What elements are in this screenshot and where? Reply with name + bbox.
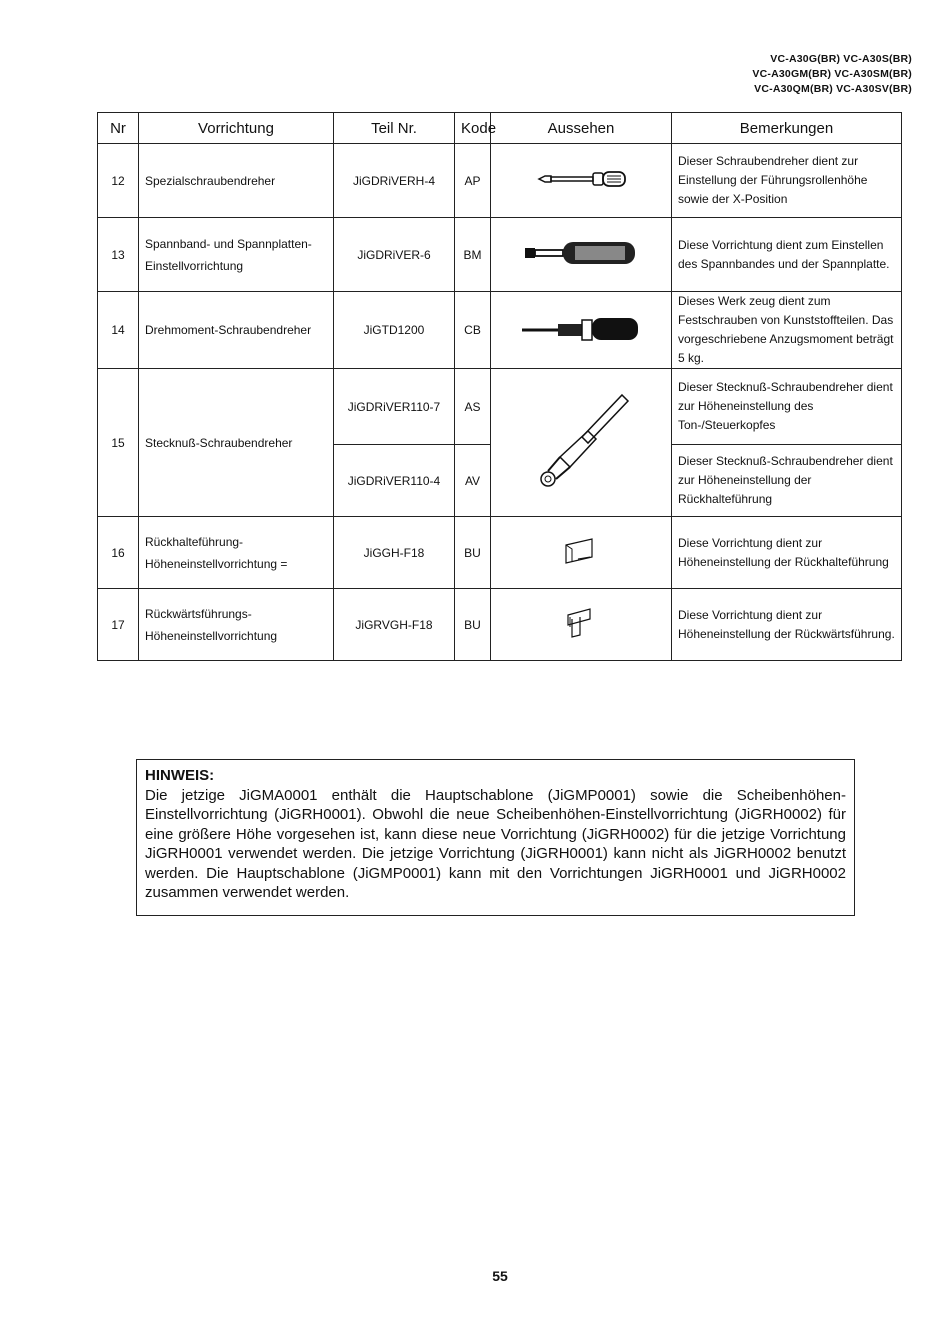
column-header-part: Teil Nr. (334, 113, 455, 144)
note-title: HINWEIS: (145, 767, 215, 784)
remark: Dieses Werk zeug dient zum Festschrauben von Kunststoffteilen. Das vorgeschriebene Anzugsmoment beträgt 5 kg. (672, 292, 902, 369)
table-row (98, 517, 902, 589)
remark: Dieser Stecknuß-Schraubendreher dient zur Höheneinstellung des Ton-/Steuerkopfes (672, 369, 902, 445)
row-number: 13 (98, 218, 139, 292)
tools-table (97, 112, 902, 661)
column-header-remarks: Bemerkungen (672, 113, 902, 144)
device-name: Rückhalteführung-Höheneinstellvorrichtung = (139, 517, 334, 589)
row-number: 17 (98, 589, 139, 661)
part-number: JiGDRiVERH-4 (334, 144, 455, 218)
remark: Diese Vorrichtung dient zur Höheneinstellung der Rückwärtsführung. (672, 589, 902, 661)
part-number: JiGDRiVER110-4 (334, 445, 455, 517)
row-number: 12 (98, 144, 139, 218)
part-number: JiGRVGH-F18 (334, 589, 455, 661)
model-list (752, 52, 912, 97)
model-line: VC-A30GM(BR) VC-A30SM(BR) (752, 68, 912, 80)
column-header-nr: Nr (98, 113, 139, 144)
device-name: Stecknuß-Schraubendreher (139, 369, 334, 517)
note-text: Die jetzige JiGMA0001 enthält die Hauptschablone (JiGMP0001) sowie die Scheibenhöhen-Einstellvorrichtung (JiGRH0001). Obwohl die neue Scheibenhöhen-Einstellvorrichtung (JiGRH0002) für eine größere Höhe vorgesehen ist, kann diese neue Vorrichtung (JiGRH0002) für die jetzige Vorrichtung JiGRH0001 verwendet werden. Die jetzige Vorrichtung (JiGRH0001) kann nicht als JiGRH0002 benutzt werden. Die Hauptschablone (JiGMP0001) kann mit den Vorrichtungen JiGRH0001 und JiGRH0002 zusammen verwendet werden. (145, 786, 846, 901)
part-number: JiGDRiVER-6 (334, 218, 455, 292)
code: AV (455, 445, 491, 517)
column-header-device: Vorrichtung (139, 113, 334, 144)
code: CB (455, 292, 491, 369)
device-name: Spannband- und Spannplatten-Einstellvorrichtung (139, 218, 334, 292)
remark: Diese Vorrichtung dient zur Höheneinstellung der Rückhalteführung (672, 517, 902, 589)
note-box (136, 759, 855, 916)
model-line: VC-A30QM(BR) VC-A30SV(BR) (754, 83, 912, 95)
row-number: 14 (98, 292, 139, 369)
remark: Dieser Stecknuß-Schraubendreher dient zur Höheneinstellung der Rückhalteführung (672, 445, 902, 517)
table-row (98, 144, 902, 218)
device-name: Drehmoment-Schraubendreher (139, 292, 334, 369)
table-row (98, 589, 902, 661)
table-header-row (98, 113, 902, 144)
row-number: 15 (98, 369, 139, 517)
guide-jig-icon (556, 531, 606, 571)
table-row (98, 218, 902, 292)
table-row (98, 292, 902, 369)
part-number: JiGTD1200 (334, 292, 455, 369)
remark: Dieser Schraubendreher dient zur Einstellung der Führungsrollenhöhe sowie der X-Position (672, 144, 902, 218)
device-name: Rückwärtsführungs-Höheneinstellvorrichtung (139, 589, 334, 661)
part-number: JiGDRiVER110-7 (334, 369, 455, 445)
code: BU (455, 517, 491, 589)
remark: Diese Vorrichtung dient zum Einstellen des Spannbandes und der Spannplatte. (672, 218, 902, 292)
code: AS (455, 369, 491, 445)
device-name: Spezialschraubendreher (139, 144, 334, 218)
reverse-guide-jig-icon (556, 601, 606, 645)
socket-driver-icon (526, 381, 636, 501)
code: AP (455, 144, 491, 218)
torque-screwdriver-icon (518, 314, 644, 344)
row-number: 16 (98, 517, 139, 589)
column-header-code: Kode (455, 113, 491, 144)
code: BU (455, 589, 491, 661)
part-number: JiGGH-F18 (334, 517, 455, 589)
page-number: 55 (492, 1268, 508, 1284)
model-line: VC-A30G(BR) VC-A30S(BR) (770, 53, 912, 65)
column-header-appearance: Aussehen (491, 113, 672, 144)
tension-adjuster-icon (521, 236, 641, 270)
screwdriver-icon (531, 167, 631, 191)
table-row (98, 369, 902, 445)
code: BM (455, 218, 491, 292)
